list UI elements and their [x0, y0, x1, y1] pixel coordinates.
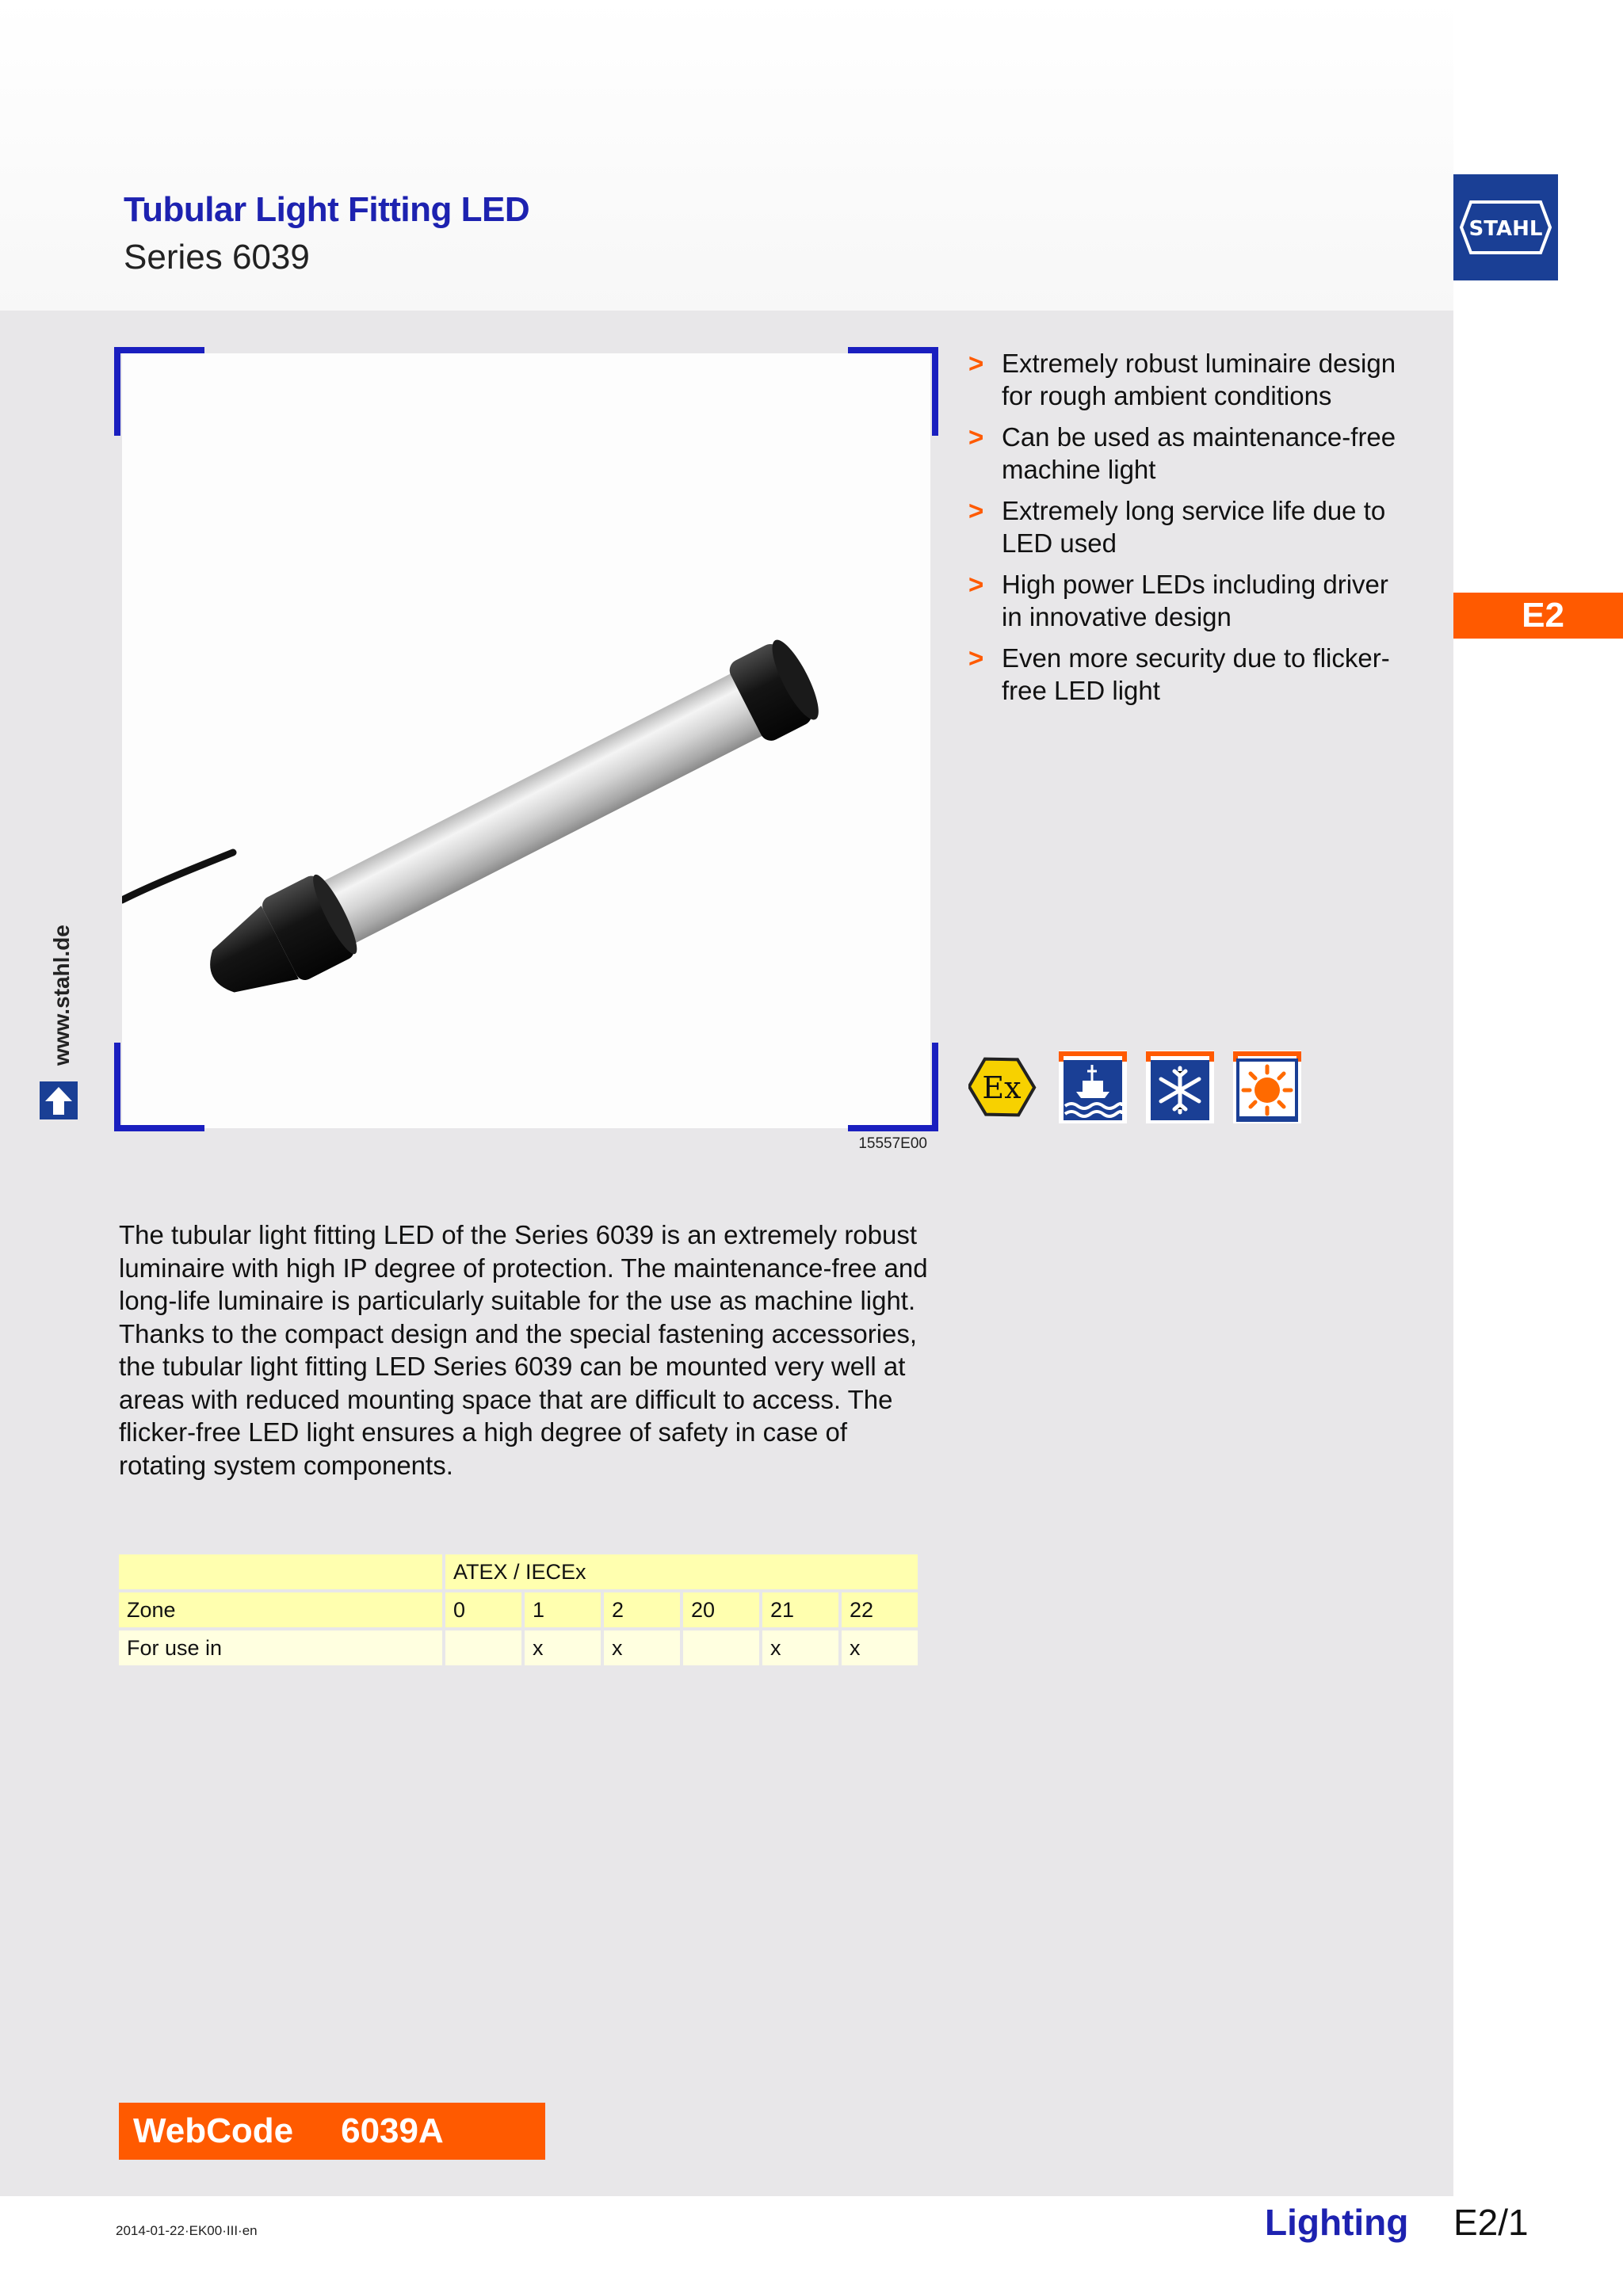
- snowflake-cold-icon: [1146, 1051, 1214, 1123]
- feature-item: > Even more security due to flicker-free LED light: [968, 643, 1390, 705]
- sun-heat-icon: [1233, 1051, 1301, 1123]
- website-link[interactable]: www.stahl.de: [49, 925, 74, 1066]
- section-tab[interactable]: E2: [1453, 593, 1623, 639]
- feature-item: > Can be used as maintenance-free machine light: [968, 422, 1396, 484]
- table-header-cell: ATEX / IECEx: [445, 1554, 918, 1589]
- table-cell: 22: [842, 1592, 918, 1627]
- table-cell: 20: [683, 1592, 759, 1627]
- table-cell: x: [604, 1630, 680, 1665]
- table-row: [119, 1554, 918, 1589]
- svg-text:Ex: Ex: [982, 1070, 1022, 1105]
- image-code: 15557E00: [858, 1135, 927, 1152]
- chevron-right-icon: >: [968, 643, 984, 673]
- arrow-up-icon[interactable]: [40, 1081, 78, 1119]
- chevron-right-icon: >: [968, 422, 984, 452]
- table-cell: 21: [762, 1592, 838, 1627]
- chevron-right-icon: >: [968, 570, 984, 599]
- stahl-logo: [1453, 174, 1558, 280]
- chevron-right-icon: >: [968, 349, 984, 378]
- table-row: [119, 1630, 918, 1665]
- table-row-label: Zone: [119, 1592, 442, 1627]
- webcode-label: WebCode: [133, 2111, 294, 2150]
- feature-list: [968, 347, 1412, 715]
- table-cell: 0: [445, 1592, 521, 1627]
- feature-item: > Extremely long service life due to LED used: [968, 496, 1386, 558]
- table-cell: x: [525, 1630, 601, 1665]
- table-cell: [683, 1630, 759, 1665]
- table-row-label: For use in: [119, 1630, 442, 1665]
- page-number: E2/1: [1453, 2202, 1529, 2243]
- table-cell: 2: [604, 1592, 680, 1627]
- table-cell: [445, 1630, 521, 1665]
- page-title: Tubular Light Fitting LED: [124, 190, 530, 229]
- chevron-right-icon: >: [968, 496, 984, 525]
- feature-item: > Extremely robust luminaire design for rough ambient conditions: [968, 349, 1396, 410]
- page-subtitle: Series 6039: [124, 238, 310, 277]
- logo-badge-icon: [1458, 199, 1553, 256]
- footer-section: Lighting: [1265, 2202, 1409, 2243]
- webcode-value: 6039A: [341, 2111, 444, 2150]
- image-frame-corners: [114, 347, 938, 1131]
- logo-text: STAHL: [1468, 217, 1543, 241]
- ex-mark-icon: [968, 1051, 1042, 1127]
- table-cell: 1: [525, 1592, 601, 1627]
- product-description: The tubular light fitting LED of the Series 6039 is an extremely robust luminaire with high IP degree of protection. The maintenance-free and long-life luminaire is particularly suitable for the use as machine light. Thanks to the compact design and the special fastening accessories, the tubular light fitting LED Series 6039 can be mounted very well at areas with reduced mounting space that are difficult to access. The flicker-free LED light ensures a high degree of safety in case of rotating system components.: [119, 1220, 928, 1480]
- feature-item: > High power LEDs including driver in innovative design: [968, 570, 1388, 631]
- footer-date: 2014-01-22·EK00·III·en: [116, 2223, 258, 2238]
- table-cell: x: [762, 1630, 838, 1665]
- certification-icons: [968, 1051, 1301, 1131]
- webcode-badge[interactable]: [119, 2103, 545, 2160]
- zone-table: [116, 1551, 921, 1669]
- table-row: [119, 1592, 918, 1627]
- offshore-platform-icon: [1059, 1051, 1127, 1123]
- table-cell: x: [842, 1630, 918, 1665]
